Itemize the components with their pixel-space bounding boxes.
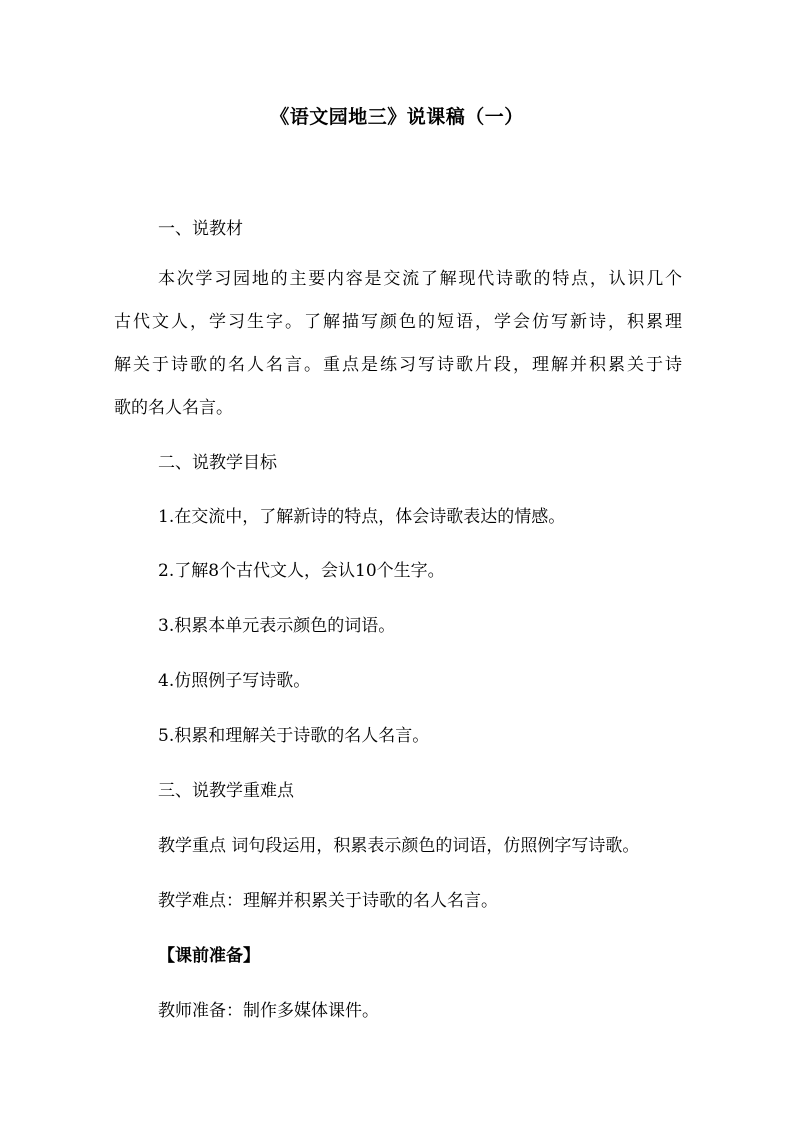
teaching-material-paragraph — [114, 258, 682, 430]
goal-item-1: 1.在交流中，了解新诗的特点，体会诗歌表达的情感。 — [158, 507, 566, 527]
goal-item-5: 5.积累和理解关于诗歌的名人名言。 — [158, 726, 430, 746]
paragraph-line: 解关于诗歌的名人名言。重点是练习写诗歌片段，理解并积累关于诗 — [114, 355, 682, 375]
goal-item-4: 4.仿照例子写诗歌。 — [158, 671, 311, 691]
document-title: 《语文园地三》说课稿（一） — [270, 106, 524, 128]
paragraph-line: 歌的名人名言。 — [114, 398, 233, 418]
section-heading-teaching-goals: 二、说教学目标 — [158, 453, 277, 473]
paragraph-line: 古代文人，学习生字。了解描写颜色的短语，学会仿写新诗，积累理 — [114, 312, 682, 332]
key-point-text: 教学重点 词句段运用，积累表示颜色的词语，仿照例字写诗歌。 — [158, 836, 640, 856]
paragraph-line: 本次学习园地的主要内容是交流了解现代诗歌的特点，认识几个 — [158, 269, 682, 289]
goal-item-3: 3.积累本单元表示颜色的词语。 — [158, 616, 396, 636]
goal-item-2: 2.了解8个古代文人，会认10个生字。 — [158, 561, 445, 581]
section-heading-key-difficult-points: 三、说教学重难点 — [158, 781, 294, 801]
difficult-point-text: 教学难点：理解并积累关于诗歌的名人名言。 — [158, 891, 498, 911]
section-heading-teaching-material: 一、说教材 — [158, 219, 243, 239]
prep-heading: 【课前准备】 — [158, 946, 260, 966]
teacher-prep-text: 教师准备：制作多媒体课件。 — [158, 1001, 379, 1021]
